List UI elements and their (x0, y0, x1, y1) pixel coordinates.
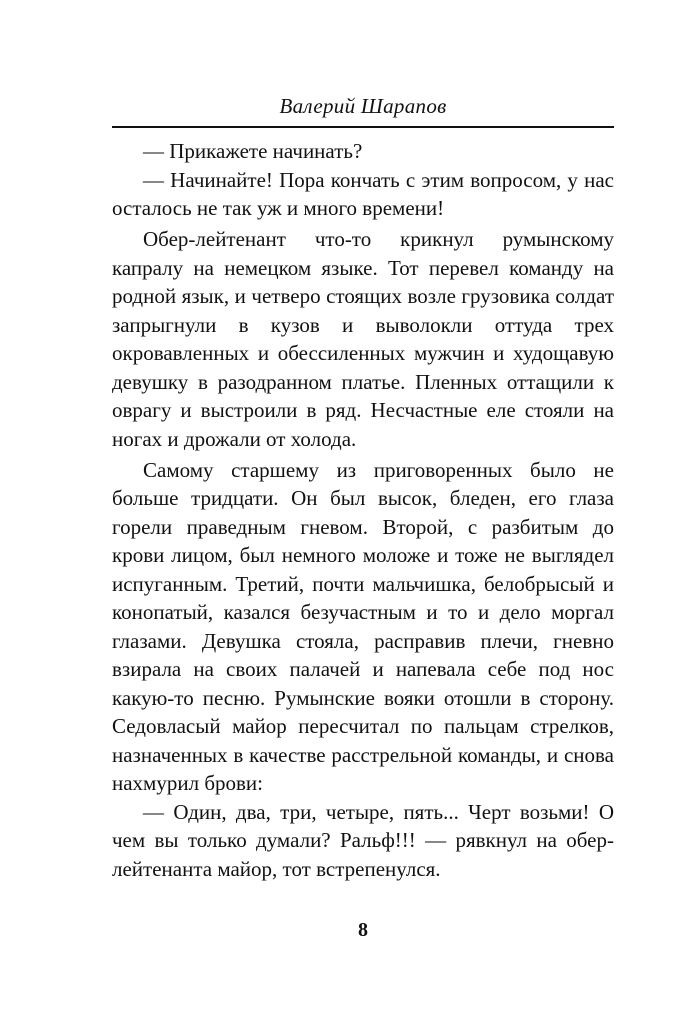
header-rule (112, 126, 614, 128)
running-head-author: Валерий Шарапов (279, 94, 447, 118)
paragraph-2: — Начинайте! Пора кончать с этим вопросом, у нас осталось не так уж и много времени! (112, 167, 614, 220)
paragraph-1: — Прикажете начинать? (143, 139, 363, 163)
paragraph-4: Самому старшему из приговоренных было не больше тридцати. Он был высок, бледен, его глаза горели праведным гневом. Второй, с разбитым до крови лицом, был немного моложе и тоже не выглядел испуганным. Третий, почти мальчишка, белобрысый и конопатый, казался безучастным и то и дело моргал глазами. Девушка стояла, расправив плечи, гневно взирала на своих палачей и напевала себе под нос какую-то песню. Румынские вояки отошли в сторону. Седовласый майор пересчитал по пальцам стрелков, назначенных в качестве расстрельной команды, и снова нахмурил брови: (112, 457, 614, 795)
paragraph-3: Обер-лейтенант что-то крикнул румынскому капралу на немецком языке. Тот перевел команду на родной язык, и четверо стоящих возле грузовика солдат запрыгнули в кузов и выволокли оттуда трех окровавленных и обессиленных мужчин и худощавую девушку в разодранном платье. Пленных оттащили к оврагу и выстроили в ряд. Несчастные еле стояли на ногах и дрожали от холода. (112, 227, 614, 451)
page-number: 8 (358, 919, 368, 941)
paragraph-5: — Один, два, три, четыре, пять... Черт возьми! О чем вы только думали? Ральф!!! — рявкнул на обер-лейтенанта майор, тот встрепенулся. (112, 799, 614, 881)
text-body (112, 137, 614, 883)
